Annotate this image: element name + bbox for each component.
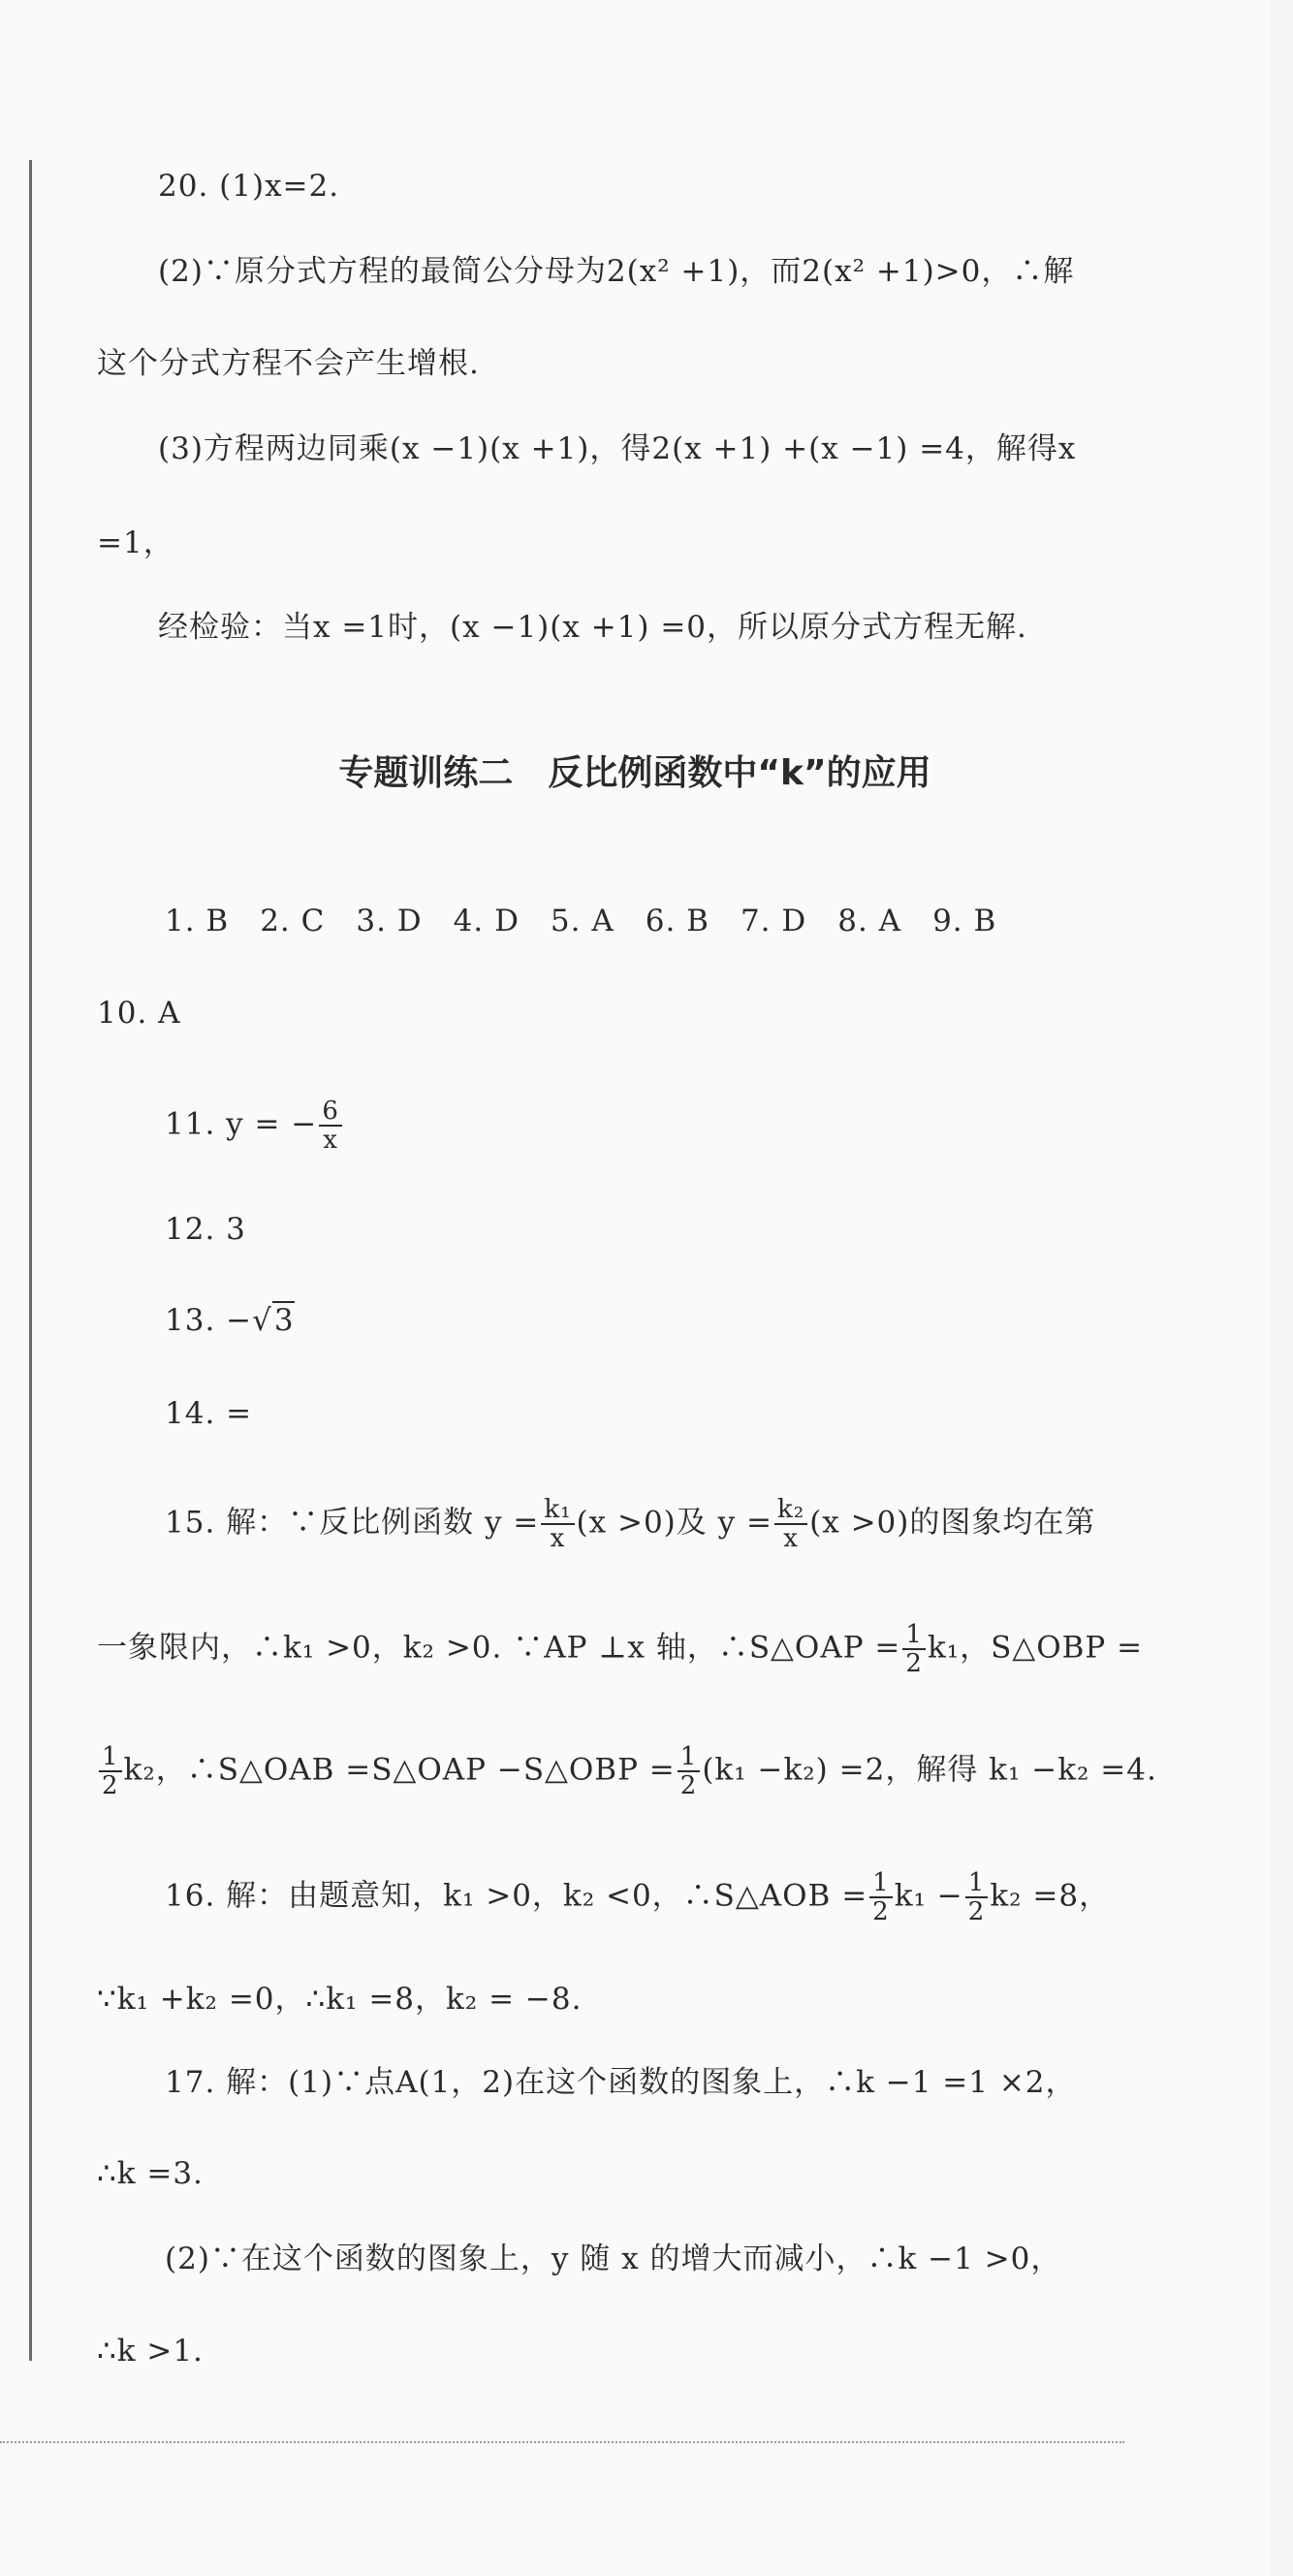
answer-15-text-f: k₂，∴S△OAB =S△OAP −S△OBP = xyxy=(123,1752,676,1788)
fraction-k1-over-x: $\frac{\text{k₁}}{x}$ xyxy=(541,1496,574,1552)
answer-15-line-3 xyxy=(97,1743,1157,1799)
answer-11 xyxy=(165,1097,344,1154)
answer-16-text-c: k₂ =8， xyxy=(990,1878,1111,1914)
radicand: 3 xyxy=(273,1303,295,1338)
answer-17-part-2-result: ∴k >1. xyxy=(97,2334,204,2369)
section-title: 专题训练二 反比例函数中“k”的应用 xyxy=(338,753,931,793)
answer-16-line-1 xyxy=(165,1869,1110,1925)
answer-20-part-2-cont: 这个分式方程不会产生增根. xyxy=(97,346,480,381)
answer-16-text-a: 16. 解：由题意知，k₁ >0，k₂ <0，∴S△AOB = xyxy=(165,1878,868,1914)
answer-20-check: 经检验：当x =1时，(x −1)(x +1) =0，所以原分式方程无解. xyxy=(158,610,1027,645)
answer-16-text-b: k₁ − xyxy=(894,1878,963,1914)
fraction-half: $\frac{1}{2}$ xyxy=(678,1743,701,1799)
answer-20-part-1: 20. (1)x=2. xyxy=(158,169,340,204)
answer-17-part-1-result: ∴k =3. xyxy=(97,2156,204,2191)
fraction-half: $\frac{1}{2}$ xyxy=(99,1743,122,1799)
fraction-half: $\frac{1}{2}$ xyxy=(869,1869,893,1925)
answer-15-text-e: k₁，S△OBP = xyxy=(927,1630,1144,1666)
answer-15-text-a: 15. 解：∵反比例函数 y = xyxy=(165,1505,540,1541)
answer-13-text: 13. −√ xyxy=(165,1303,272,1338)
fraction-half: $\frac{1}{2}$ xyxy=(902,1621,926,1677)
answer-16-line-2: ∵k₁ +k₂ =0，∴k₁ =8，k₂ = −8. xyxy=(97,1982,583,2017)
answers-1-9: 1. B 2. C 3. D 4. D 5. A 6. B 7. D 8. A 9. B xyxy=(165,904,997,938)
answer-12: 12. 3 xyxy=(165,1212,246,1247)
answer-15-line-2 xyxy=(97,1621,1143,1677)
answer-15-text-d: 一象限内，∴k₁ >0，k₂ >0. ∵AP ⊥x 轴，∴S△OAP = xyxy=(97,1630,901,1666)
answer-20-part-3: (3)方程两边同乘(x −1)(x +1)，得2(x +1) +(x −1) =4，解得x xyxy=(158,431,1077,466)
answer-15-text-b: (x >0)及 y = xyxy=(576,1505,773,1541)
dotted-divider xyxy=(0,2441,1124,2443)
answer-17-part-1: 17. 解：(1)∵点A(1，2)在这个函数的图象上，∴k −1 =1 ×2， xyxy=(165,2065,1077,2100)
answer-17-part-2: (2)∵在这个函数的图象上，y 随 x 的增大而减小，∴k −1 >0， xyxy=(165,2242,1062,2276)
fraction-k2-over-x: $\frac{\text{k₂}}{x}$ xyxy=(774,1496,807,1552)
answer-11-text: 11. y = − xyxy=(165,1106,318,1142)
fraction-half: $\frac{1}{2}$ xyxy=(965,1869,989,1925)
answer-13 xyxy=(165,1301,295,1340)
margin-rule xyxy=(29,160,32,2361)
fraction-6-over-x: $\frac{6}{x}$ xyxy=(319,1097,342,1154)
answer-15-text-c: (x >0)的图象均在第 xyxy=(809,1505,1096,1541)
answer-10: 10. A xyxy=(97,996,181,1031)
answer-15-text-g: (k₁ −k₂) =2，解得 k₁ −k₂ =4. xyxy=(702,1752,1157,1788)
answer-20-part-2: (2)∵原分式方程的最简公分母为2(x² +1)，而2(x² +1)>0，∴解 xyxy=(158,254,1075,289)
answer-15-line-1 xyxy=(165,1496,1095,1552)
answer-14: 14. = xyxy=(165,1396,253,1431)
answer-20-part-3-cont: =1， xyxy=(97,525,174,560)
